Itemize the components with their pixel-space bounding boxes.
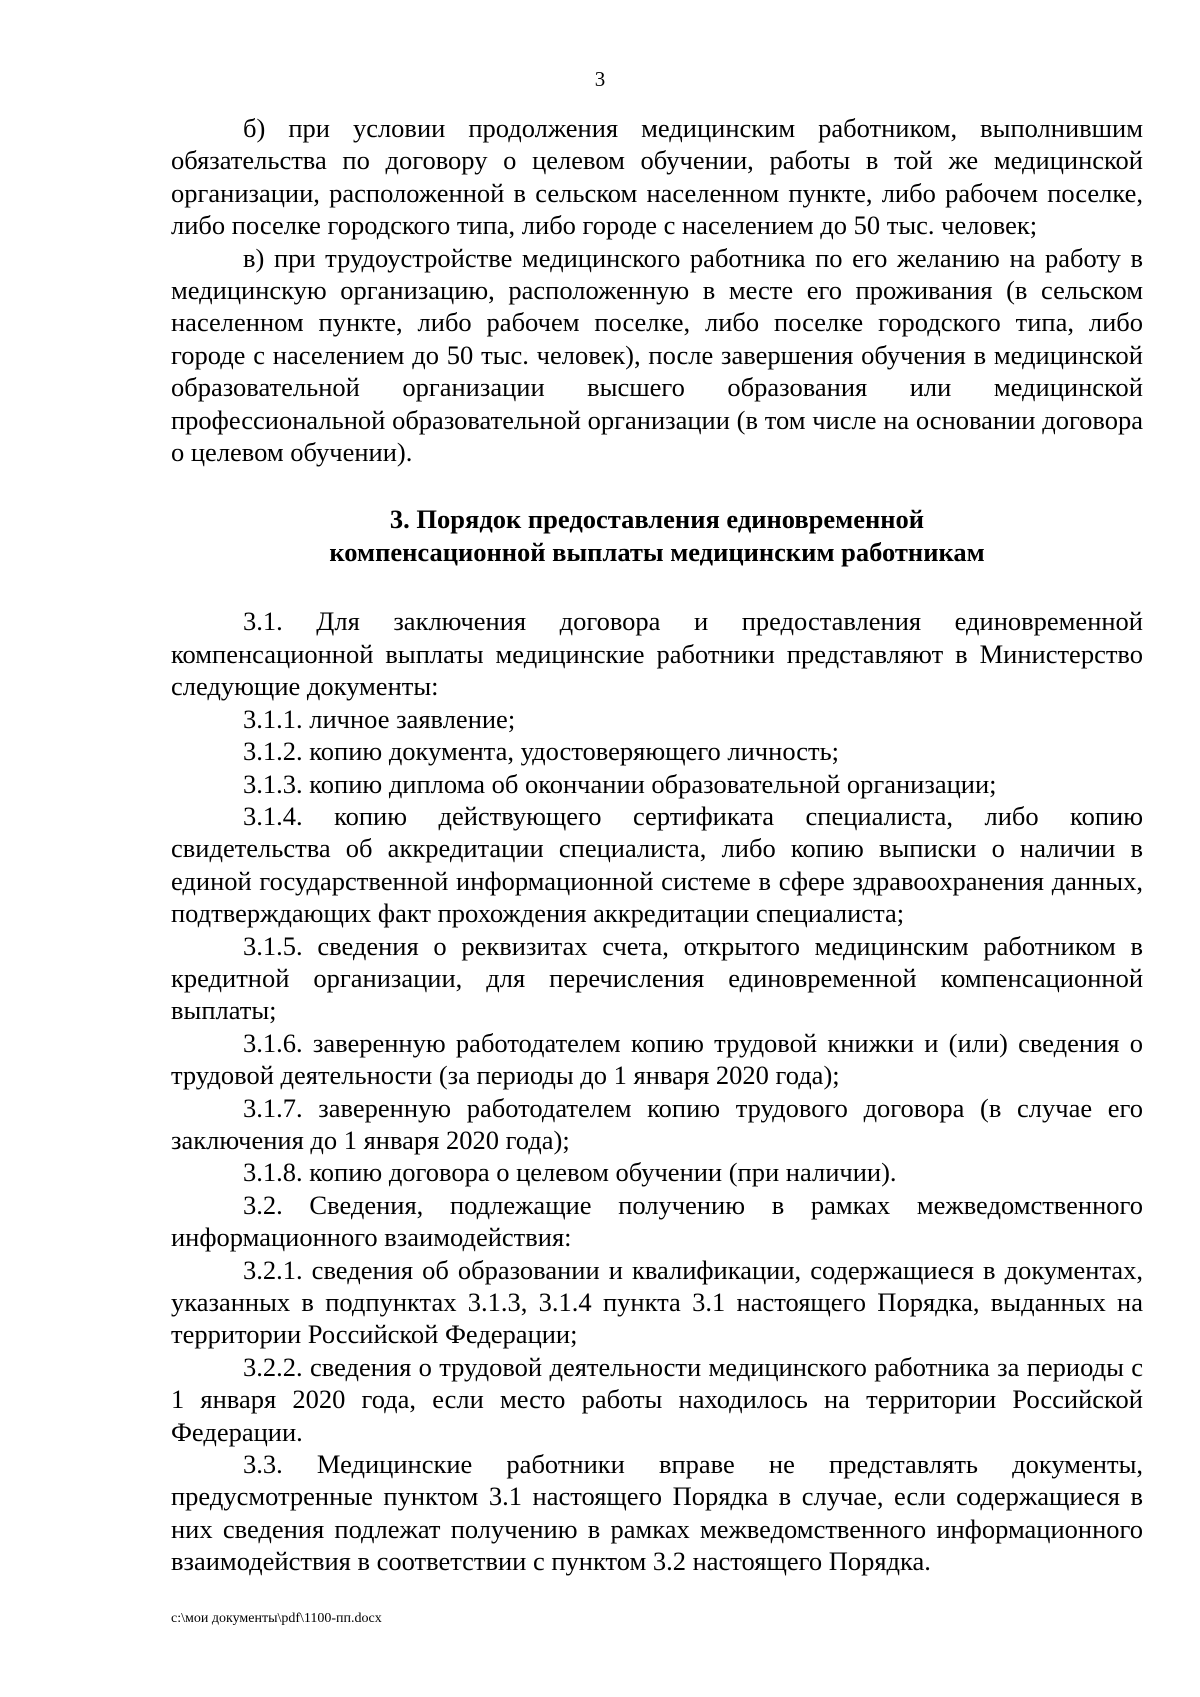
paragraph-b: б) при условии продолжения медицинским работником, выполнившим обязательства по договору о целевом обучении, работы в той же медицинской организации, расположенной в сельском населенном пункте, либо рабочем поселке, либо поселке городского типа, либо городе с населением до 50 тыс. человек; — [171, 113, 1143, 241]
clause-3-1-4: 3.1.4. копию действующего сертификата специалиста, либо копию свидетельства об аккредитации специалиста, либо копию выписки о наличии в единой государственной информационной системе в сфере здравоохранения данных, подтверждающих факт прохождения аккредитации специалиста; — [171, 800, 1143, 929]
section-heading — [171, 503, 1143, 569]
section-heading-line1: 3. Порядок предоставления единовременной — [389, 504, 925, 535]
footer-file-path: c:\мои документы\pdf\1100-пп.docx — [171, 1611, 382, 1626]
document-body — [171, 112, 1143, 1578]
clause-3-1-5: 3.1.5. сведения о реквизитах счета, открытого медицинским работником в кредитной организации, для перечисления единовременной компенсационной выплаты; — [171, 930, 1143, 1026]
section-heading-line2: компенсационной выплаты медицинским работникам — [329, 537, 985, 568]
paragraph-v: в) при трудоустройстве медицинского работника по его желанию на работу в медицинскую организацию, расположенную в месте его проживания (в сельском населенном пункте, либо рабочем поселке, либо поселке городского типа, либо городе с населением до 50 тыс. человек), после завершения обучения в медицинской образовательной организации высшего образования или медицинской профессиональной образовательной организации (в том числе на основании договора о целевом обучении). — [171, 242, 1143, 468]
clause-3-2-1: 3.2.1. сведения об образовании и квалификации, содержащиеся в документах, указанных в подпунктах 3.1.3, 3.1.4 пункта 3.1 настоящего Порядка, выданных на территории Российской Федерации; — [171, 1254, 1143, 1350]
clause-3-2: 3.2. Сведения, подлежащие получению в рамках межведомственного информационного взаимодействия: — [171, 1189, 1143, 1253]
clause-3-1-6: 3.1.6. заверенную работодателем копию трудовой книжки и (или) сведения о трудовой деятельности (за периоды до 1 января 2020 года); — [171, 1027, 1143, 1091]
clause-3-1-1: 3.1.1. личное заявление; — [243, 703, 516, 734]
clause-3-1-8: 3.1.8. копию договора о целевом обучении (при наличии). — [243, 1157, 897, 1188]
clause-3-1-7: 3.1.7. заверенную работодателем копию трудового договора (в случае его заключения до 1 января 2020 года); — [171, 1092, 1143, 1155]
clause-3-1-2: 3.1.2. копию документа, удостоверяющего личность; — [243, 736, 840, 767]
clause-3-2-2: 3.2.2. сведения о трудовой деятельности медицинского работника за периоды с 1 января 2020 года, если место работы находилось на территории Российской Федерации. — [171, 1351, 1143, 1447]
clause-3-3: 3.3. Медицинские работники вправе не представлять документы, предусмотренные пунктом 3.1 настоящего Порядка в случае, если содержащиеся в них сведения подлежат получению в рамках межведомственного информационного взаимодействия в соответствии с пунктом 3.2 настоящего Порядка. — [171, 1449, 1143, 1577]
clause-3-1-3: 3.1.3. копию диплома об окончании образовательной организации; — [243, 768, 997, 799]
page-number: 3 — [594, 67, 606, 91]
clause-3-1: 3.1. Для заключения договора и предоставления единовременной компенсационной выплаты медицинские работники представляют в Министерство следующие документы: — [171, 606, 1143, 702]
